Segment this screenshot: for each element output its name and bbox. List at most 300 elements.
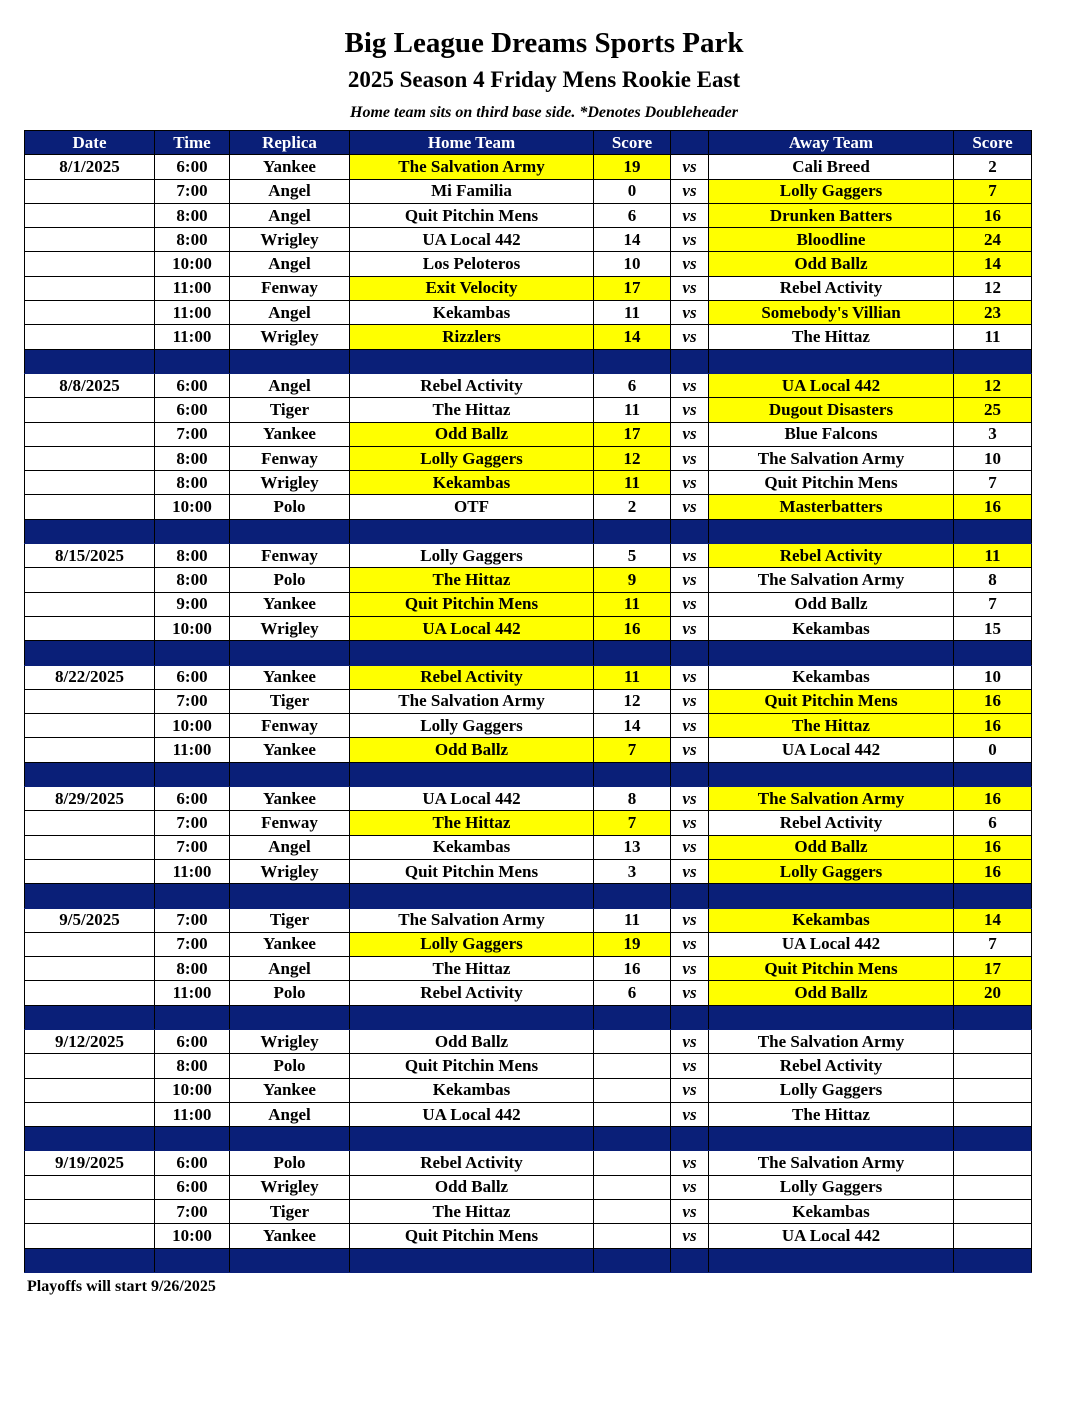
- away-score: 16: [954, 859, 1032, 883]
- away-score: 15: [954, 616, 1032, 640]
- away-team: Odd Ballz: [709, 252, 954, 276]
- home-team: Rebel Activity: [350, 981, 594, 1005]
- game-row: [25, 957, 1032, 981]
- home-team: The Salvation Army: [350, 155, 594, 179]
- game-field: Polo: [230, 981, 350, 1005]
- vs-label: vs: [671, 179, 709, 203]
- away-score: [954, 1175, 1032, 1199]
- game-row: [25, 495, 1032, 519]
- vs-label: vs: [671, 665, 709, 689]
- game-row: [25, 471, 1032, 495]
- home-score: [594, 1102, 671, 1126]
- home-team: Kekambas: [350, 471, 594, 495]
- away-team: Lolly Gaggers: [709, 1175, 954, 1199]
- home-team: Quit Pitchin Mens: [350, 859, 594, 883]
- home-team: Odd Ballz: [350, 1175, 594, 1199]
- separator-cell: [155, 762, 230, 786]
- separator-cell: [155, 1005, 230, 1029]
- separator-cell: [594, 1248, 671, 1272]
- away-score: 20: [954, 981, 1032, 1005]
- separator-cell: [709, 1127, 954, 1151]
- vs-label: vs: [671, 859, 709, 883]
- separator-cell: [350, 1248, 594, 1272]
- separator-cell: [230, 519, 350, 543]
- game-time: 10:00: [155, 495, 230, 519]
- game-date: 8/22/2025: [25, 665, 155, 689]
- separator-cell: [709, 762, 954, 786]
- game-field: Yankee: [230, 665, 350, 689]
- home-team: The Hittaz: [350, 568, 594, 592]
- vs-label: vs: [671, 811, 709, 835]
- header-away-score: Score: [954, 131, 1032, 155]
- home-team: The Hittaz: [350, 1200, 594, 1224]
- game-row: [25, 276, 1032, 300]
- separator-cell: [155, 1248, 230, 1272]
- game-date: [25, 981, 155, 1005]
- away-team: Odd Ballz: [709, 981, 954, 1005]
- away-team: Masterbatters: [709, 495, 954, 519]
- game-field: Angel: [230, 957, 350, 981]
- away-team: Rebel Activity: [709, 544, 954, 568]
- game-field: Tiger: [230, 908, 350, 932]
- away-score: 14: [954, 908, 1032, 932]
- home-score: 11: [594, 301, 671, 325]
- game-time: 8:00: [155, 446, 230, 470]
- game-row: [25, 422, 1032, 446]
- away-score: [954, 1029, 1032, 1053]
- separator-cell: [350, 884, 594, 908]
- game-row: [25, 398, 1032, 422]
- header-home-team: Home Team: [350, 131, 594, 155]
- home-score: 19: [594, 155, 671, 179]
- game-date: [25, 1200, 155, 1224]
- game-date: [25, 738, 155, 762]
- game-row: [25, 859, 1032, 883]
- game-field: Yankee: [230, 787, 350, 811]
- home-score: 11: [594, 665, 671, 689]
- vs-label: vs: [671, 544, 709, 568]
- away-score: 16: [954, 714, 1032, 738]
- game-date: 9/12/2025: [25, 1029, 155, 1053]
- game-date: 8/8/2025: [25, 373, 155, 397]
- game-row: [25, 616, 1032, 640]
- vs-label: vs: [671, 616, 709, 640]
- home-score: 0: [594, 179, 671, 203]
- away-team: Kekambas: [709, 665, 954, 689]
- away-team: The Hittaz: [709, 714, 954, 738]
- game-field: Angel: [230, 1102, 350, 1126]
- week-separator: [25, 519, 1032, 543]
- vs-label: vs: [671, 398, 709, 422]
- separator-cell: [350, 762, 594, 786]
- game-time: 11:00: [155, 301, 230, 325]
- away-score: 23: [954, 301, 1032, 325]
- separator-cell: [671, 349, 709, 373]
- vs-label: vs: [671, 373, 709, 397]
- game-row: [25, 179, 1032, 203]
- header-replica: Replica: [230, 131, 350, 155]
- home-score: 2: [594, 495, 671, 519]
- home-score: 11: [594, 592, 671, 616]
- separator-cell: [25, 349, 155, 373]
- home-team-note: Home team sits on third base side. *Denotes Doubleheader: [350, 104, 738, 121]
- away-team: Rebel Activity: [709, 811, 954, 835]
- away-team: Bloodline: [709, 228, 954, 252]
- week-separator: [25, 762, 1032, 786]
- away-team: UA Local 442: [709, 738, 954, 762]
- week-separator: [25, 1127, 1032, 1151]
- vs-label: vs: [671, 228, 709, 252]
- vs-label: vs: [671, 932, 709, 956]
- game-row: [25, 1175, 1032, 1199]
- game-row: [25, 1078, 1032, 1102]
- separator-cell: [230, 349, 350, 373]
- separator-cell: [155, 519, 230, 543]
- game-field: Fenway: [230, 446, 350, 470]
- home-score: [594, 1200, 671, 1224]
- separator-cell: [954, 641, 1032, 665]
- game-field: Yankee: [230, 592, 350, 616]
- vs-label: vs: [671, 1224, 709, 1248]
- vs-label: vs: [671, 446, 709, 470]
- game-time: 6:00: [155, 1151, 230, 1175]
- game-field: Angel: [230, 203, 350, 227]
- vs-label: vs: [671, 835, 709, 859]
- separator-cell: [671, 519, 709, 543]
- away-score: 10: [954, 446, 1032, 470]
- game-field: Polo: [230, 1151, 350, 1175]
- home-score: 6: [594, 373, 671, 397]
- home-score: [594, 1175, 671, 1199]
- header-time: Time: [155, 131, 230, 155]
- game-date: [25, 203, 155, 227]
- game-date: 8/29/2025: [25, 787, 155, 811]
- game-row: [25, 665, 1032, 689]
- home-score: [594, 1029, 671, 1053]
- home-team: Mi Familia: [350, 179, 594, 203]
- separator-cell: [350, 1005, 594, 1029]
- home-team: Odd Ballz: [350, 1029, 594, 1053]
- separator-cell: [671, 884, 709, 908]
- header-away-team: Away Team: [709, 131, 954, 155]
- away-score: 10: [954, 665, 1032, 689]
- home-score: 14: [594, 714, 671, 738]
- home-score: 12: [594, 689, 671, 713]
- game-row: [25, 932, 1032, 956]
- game-row: [25, 1054, 1032, 1078]
- game-time: 6:00: [155, 787, 230, 811]
- home-team: The Salvation Army: [350, 908, 594, 932]
- game-time: 8:00: [155, 228, 230, 252]
- game-time: 11:00: [155, 325, 230, 349]
- separator-cell: [954, 1127, 1032, 1151]
- game-time: 7:00: [155, 835, 230, 859]
- game-row: [25, 689, 1032, 713]
- away-team: UA Local 442: [709, 1224, 954, 1248]
- separator-cell: [155, 1127, 230, 1151]
- separator-cell: [954, 519, 1032, 543]
- game-date: [25, 276, 155, 300]
- game-row: [25, 835, 1032, 859]
- away-score: [954, 1224, 1032, 1248]
- home-score: 3: [594, 859, 671, 883]
- game-row: [25, 811, 1032, 835]
- game-time: 10:00: [155, 252, 230, 276]
- away-score: 7: [954, 179, 1032, 203]
- game-time: 8:00: [155, 544, 230, 568]
- away-team: Kekambas: [709, 616, 954, 640]
- home-score: [594, 1078, 671, 1102]
- game-date: [25, 592, 155, 616]
- vs-label: vs: [671, 1078, 709, 1102]
- separator-cell: [230, 884, 350, 908]
- separator-cell: [954, 1248, 1032, 1272]
- away-team: Drunken Batters: [709, 203, 954, 227]
- game-field: Yankee: [230, 155, 350, 179]
- game-field: Yankee: [230, 932, 350, 956]
- game-field: Wrigley: [230, 616, 350, 640]
- game-row: [25, 714, 1032, 738]
- home-team: Odd Ballz: [350, 422, 594, 446]
- home-score: 11: [594, 471, 671, 495]
- home-team: UA Local 442: [350, 616, 594, 640]
- game-time: 8:00: [155, 957, 230, 981]
- game-time: 7:00: [155, 932, 230, 956]
- home-team: The Hittaz: [350, 398, 594, 422]
- separator-cell: [671, 1127, 709, 1151]
- away-score: [954, 1200, 1032, 1224]
- home-score: 11: [594, 908, 671, 932]
- home-team: Quit Pitchin Mens: [350, 1224, 594, 1248]
- game-field: Wrigley: [230, 1175, 350, 1199]
- game-row: [25, 155, 1032, 179]
- away-team: Lolly Gaggers: [709, 179, 954, 203]
- separator-cell: [594, 349, 671, 373]
- game-date: [25, 616, 155, 640]
- game-date: [25, 179, 155, 203]
- game-field: Polo: [230, 1054, 350, 1078]
- separator-cell: [594, 1005, 671, 1029]
- game-row: [25, 203, 1032, 227]
- separator-cell: [230, 641, 350, 665]
- away-score: 16: [954, 787, 1032, 811]
- game-date: [25, 252, 155, 276]
- game-time: 8:00: [155, 1054, 230, 1078]
- game-date: [25, 471, 155, 495]
- vs-label: vs: [671, 325, 709, 349]
- away-team: Kekambas: [709, 1200, 954, 1224]
- week-separator: [25, 1248, 1032, 1272]
- game-time: 7:00: [155, 179, 230, 203]
- away-team: The Salvation Army: [709, 787, 954, 811]
- game-field: Tiger: [230, 689, 350, 713]
- game-date: 8/1/2025: [25, 155, 155, 179]
- vs-label: vs: [671, 471, 709, 495]
- separator-cell: [350, 1127, 594, 1151]
- away-score: 12: [954, 276, 1032, 300]
- game-date: [25, 714, 155, 738]
- game-date: [25, 835, 155, 859]
- game-field: Fenway: [230, 811, 350, 835]
- vs-label: vs: [671, 1054, 709, 1078]
- game-row: [25, 1224, 1032, 1248]
- game-date: [25, 1102, 155, 1126]
- game-row: [25, 325, 1032, 349]
- away-score: [954, 1078, 1032, 1102]
- away-team: The Hittaz: [709, 1102, 954, 1126]
- game-date: [25, 957, 155, 981]
- home-team: Rizzlers: [350, 325, 594, 349]
- away-team: Quit Pitchin Mens: [709, 689, 954, 713]
- away-team: Lolly Gaggers: [709, 1078, 954, 1102]
- game-field: Yankee: [230, 1078, 350, 1102]
- separator-cell: [709, 349, 954, 373]
- vs-label: vs: [671, 1029, 709, 1053]
- game-date: [25, 1054, 155, 1078]
- home-score: 7: [594, 738, 671, 762]
- week-separator: [25, 1005, 1032, 1029]
- home-team: Los Peloteros: [350, 252, 594, 276]
- away-score: 16: [954, 203, 1032, 227]
- away-score: 17: [954, 957, 1032, 981]
- game-field: Fenway: [230, 276, 350, 300]
- away-team: The Salvation Army: [709, 568, 954, 592]
- away-team: UA Local 442: [709, 373, 954, 397]
- game-row: [25, 373, 1032, 397]
- away-score: 3: [954, 422, 1032, 446]
- away-score: [954, 1102, 1032, 1126]
- game-time: 6:00: [155, 155, 230, 179]
- separator-cell: [25, 1005, 155, 1029]
- home-score: 10: [594, 252, 671, 276]
- game-field: Wrigley: [230, 228, 350, 252]
- separator-cell: [954, 1005, 1032, 1029]
- away-score: 6: [954, 811, 1032, 835]
- away-team: The Salvation Army: [709, 1029, 954, 1053]
- home-score: 12: [594, 446, 671, 470]
- home-team: Quit Pitchin Mens: [350, 1054, 594, 1078]
- home-score: 16: [594, 957, 671, 981]
- separator-cell: [230, 1005, 350, 1029]
- game-date: [25, 325, 155, 349]
- week-separator: [25, 641, 1032, 665]
- game-date: [25, 228, 155, 252]
- away-score: 16: [954, 835, 1032, 859]
- game-row: [25, 787, 1032, 811]
- away-score: 7: [954, 592, 1032, 616]
- separator-cell: [594, 884, 671, 908]
- game-row: [25, 1029, 1032, 1053]
- home-score: 19: [594, 932, 671, 956]
- game-field: Fenway: [230, 714, 350, 738]
- home-score: 11: [594, 398, 671, 422]
- separator-cell: [709, 884, 954, 908]
- separator-cell: [954, 762, 1032, 786]
- vs-label: vs: [671, 957, 709, 981]
- game-field: Wrigley: [230, 471, 350, 495]
- game-date: [25, 495, 155, 519]
- separator-cell: [25, 519, 155, 543]
- game-time: 6:00: [155, 1029, 230, 1053]
- home-team: Odd Ballz: [350, 738, 594, 762]
- home-score: 7: [594, 811, 671, 835]
- game-time: 11:00: [155, 859, 230, 883]
- away-score: 7: [954, 932, 1032, 956]
- away-score: 11: [954, 544, 1032, 568]
- home-team: Rebel Activity: [350, 373, 594, 397]
- separator-cell: [954, 349, 1032, 373]
- game-row: [25, 592, 1032, 616]
- away-score: 14: [954, 252, 1032, 276]
- away-score: [954, 1054, 1032, 1078]
- away-score: 25: [954, 398, 1032, 422]
- game-field: Angel: [230, 179, 350, 203]
- away-score: 24: [954, 228, 1032, 252]
- separator-cell: [350, 349, 594, 373]
- home-team: OTF: [350, 495, 594, 519]
- away-team: Somebody's Villian: [709, 301, 954, 325]
- game-time: 6:00: [155, 373, 230, 397]
- game-date: [25, 859, 155, 883]
- home-score: 8: [594, 787, 671, 811]
- game-row: [25, 738, 1032, 762]
- game-date: [25, 811, 155, 835]
- game-row: [25, 908, 1032, 932]
- separator-cell: [230, 762, 350, 786]
- game-time: 7:00: [155, 1200, 230, 1224]
- vs-label: vs: [671, 689, 709, 713]
- away-team: Cali Breed: [709, 155, 954, 179]
- separator-cell: [230, 1127, 350, 1151]
- home-team: The Salvation Army: [350, 689, 594, 713]
- game-time: 10:00: [155, 1078, 230, 1102]
- home-score: [594, 1224, 671, 1248]
- home-team: Rebel Activity: [350, 665, 594, 689]
- away-team: The Salvation Army: [709, 446, 954, 470]
- home-score: 5: [594, 544, 671, 568]
- vs-label: vs: [671, 155, 709, 179]
- game-time: 10:00: [155, 1224, 230, 1248]
- home-score: [594, 1151, 671, 1175]
- vs-label: vs: [671, 301, 709, 325]
- home-team: The Hittaz: [350, 811, 594, 835]
- away-team: Kekambas: [709, 908, 954, 932]
- separator-cell: [155, 884, 230, 908]
- home-team: UA Local 442: [350, 228, 594, 252]
- vs-label: vs: [671, 981, 709, 1005]
- home-team: Exit Velocity: [350, 276, 594, 300]
- separator-cell: [25, 641, 155, 665]
- away-team: Blue Falcons: [709, 422, 954, 446]
- away-team: Odd Ballz: [709, 592, 954, 616]
- game-time: 7:00: [155, 689, 230, 713]
- schedule-table: [24, 130, 1032, 1273]
- home-team: Rebel Activity: [350, 1151, 594, 1175]
- separator-cell: [671, 1005, 709, 1029]
- game-date: [25, 398, 155, 422]
- separator-cell: [709, 1005, 954, 1029]
- separator-cell: [709, 641, 954, 665]
- header-row: [25, 131, 1032, 155]
- away-team: Dugout Disasters: [709, 398, 954, 422]
- schedule-body: [25, 155, 1032, 1273]
- away-team: Lolly Gaggers: [709, 859, 954, 883]
- game-field: Angel: [230, 252, 350, 276]
- game-time: 6:00: [155, 665, 230, 689]
- separator-cell: [25, 762, 155, 786]
- game-time: 8:00: [155, 568, 230, 592]
- game-time: 10:00: [155, 616, 230, 640]
